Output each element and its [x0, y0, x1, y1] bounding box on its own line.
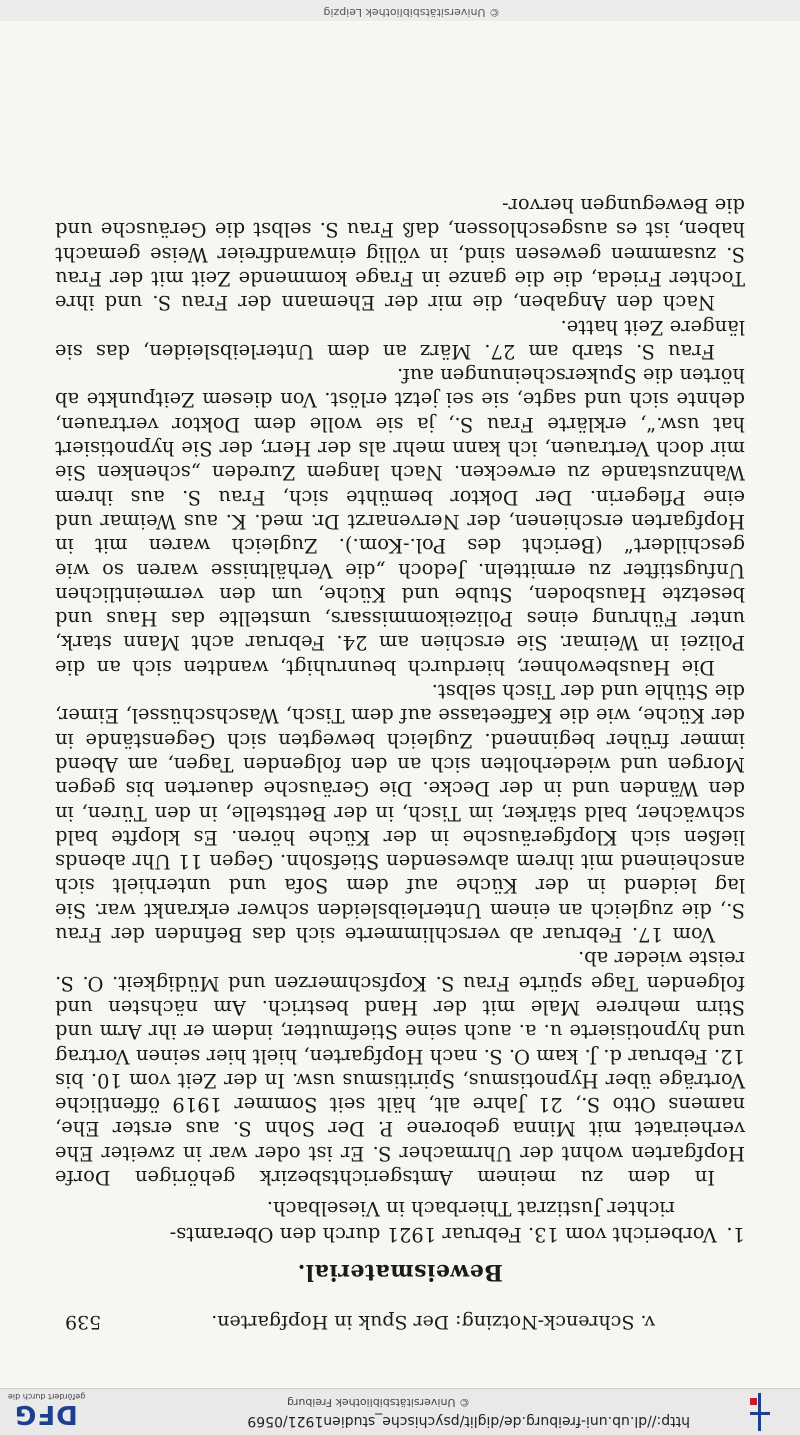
paragraph: Die Hausbewohner, hierdurch beunruhigt, wandten sich an die Polizei in Weimar. Sie erschien am 24. Februar acht Mann stark, unter Führung eines Polizeikommissars, umstellte das Haus und besetzte Hausboden, Stube und Küche, um den vermeintlichen Unfugstifter zu ermitteln. Jedoch „die Verhältnisse waren so wie geschildert“ (Bericht des Pol.-Kom.). Zugleich waren mit in Hopfgarten erschienen, der Nervenarzt Dr. med. K. aus Weimar und eine Pflegerin. Der Doktor bemühte sich, Frau S. aus ihrem Wahnzustande zu erwecken. Nach langem Zureden „schenken Sie mir doch Vertrauen, ich kann mehr als der Herr, der Sie hypnotisiert hat usw.“, erklärte Frau S., ja sie wolle dem Doktor vertrauen, dehnte sich und sagte, sie sei jetzt erlöst. Von diesem Zeitpunkte ab hörten die Spukerscheinungen auf. — [55, 364, 745, 679]
dfg-logo-subtitle: gefördert durch die — [8, 1392, 86, 1401]
library-credit-secondary: © Universitätsbibliothek Leipzig — [323, 6, 500, 19]
source-url[interactable]: http://dl.ub.uni-freiburg.de/diglit/psychische_studien1921/0569 — [247, 1413, 690, 1429]
paragraph: Nach den Angaben, die mir der Ehemann der Frau S. und ihre Tochter Frieda, die die ganze in Frage kommende Zeit mit der Frau S. zusammen gewesen sind, in völlig einwandfreier Weise gemacht haben, ist es ausgeschlossen, daß Frau S. selbst die Geräusche und die Bewegungen hervor- — [55, 194, 745, 315]
viewer-header-strip — [0, 0, 800, 21]
page-number: 539 — [65, 1311, 102, 1333]
library-logo-icon — [750, 1393, 770, 1431]
viewer-footer-bar — [0, 1388, 800, 1435]
item-heading-line-2: richter Justizrat Thierbach in Vieselbach. — [266, 1197, 675, 1220]
paragraph: Frau S. starb am 27. März an dem Unterleibsleiden, das sie längere Zeit hatte. — [55, 315, 745, 363]
body-text — [55, 193, 745, 1189]
item-heading — [55, 1195, 745, 1247]
paragraph: In dem zu meinem Amtsgerichtsbezirk gehörigen Dorfe Hopfgarten wohnt der Uhrmacher S. Er ist oder war in zweiter Ehe verheiratet mit Minna geborene P. Der Sohn S. aus erster Ehe, namens Otto S., 21 Jahre alt, hält seit Sommer 1919 öffentliche Vorträge über Hypnotismus, Spiritismus usw. In der Zeit vom 10. bis 12. Februar d. J. kam O. S. nach Hopfgarten, hielt hier seinen Vortrag und hypnotisierte u. a. auch seine Stiefmutter, indem er ihr Arm und Stirn mehrere Male mit der Hand bestrich. Am nächsten und folgenden Tage spürte Frau S. Kopfschmerzen und Müdigkeit. O. S. reiste wieder ab. — [55, 947, 745, 1189]
library-credit: © Universitätsbibliothek Freiburg — [287, 1396, 470, 1409]
running-head-text: v. Schrenck-Notzing: Der Spuk in Hopfgarten. — [211, 1311, 655, 1333]
running-header — [55, 1305, 745, 1345]
item-number: 1. — [726, 1223, 745, 1246]
dfg-logo: DFG — [14, 1399, 78, 1429]
item-heading-line-1: Vorbericht vom 13. Februar 1921 durch den Oberamts- — [169, 1223, 717, 1246]
section-title: Beweismaterial. — [297, 1259, 503, 1285]
paragraph: Vom 17. Februar ab verschlimmerte sich das Befinden der Frau S., die zugleich an einem Unterleibsleiden schwer erkrankt war. Sie lag leidend in der Küche auf dem Sofa und unterhielt sich anscheinend mit ihrem abwesenden Stiefsohn. Gegen 11 Uhr abends ließen sich Klopfgeräusche in der Küche hören. Es klopfte bald schwächer, bald stärker, im Tisch, in der Bettstelle, in den Türen, in den Wänden und in der Decke. Die Geräusche dauerten bis gegen Morgen und wiederholten sich an den folgenden Tagen, am Abend immer früher beginnend. Zugleich bewegten sich Gegenstände in der Küche, wie die Kaffeetasse auf dem Tisch, Waschschüssel, Eimer, die Stühle und der Tisch selbst. — [55, 680, 745, 947]
